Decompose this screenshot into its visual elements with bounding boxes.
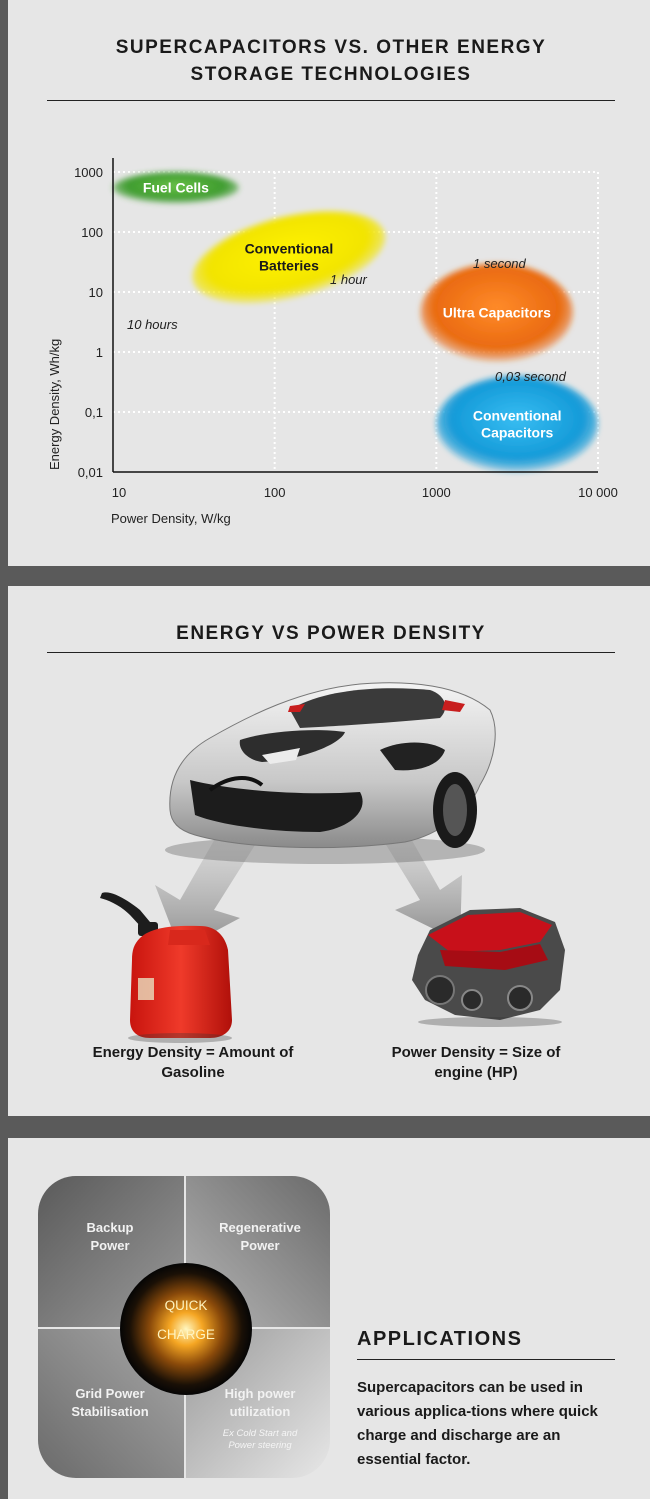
sports-car xyxy=(165,683,495,864)
chart-title: SUPERCAPACITORS VS. OTHER ENERGY STORAGE TECHNOLOGIES xyxy=(115,37,547,85)
energy-power-chart xyxy=(0,0,650,566)
power-density-label: Power Density = Size of engine (HP) xyxy=(391,1044,561,1081)
region-label: Capacitors xyxy=(480,424,554,441)
applications-diagram xyxy=(38,1176,338,1482)
y-tick-label: 0,01 xyxy=(77,465,103,480)
region-label: Ultra Capacitors xyxy=(442,304,551,321)
center-line1: QUICK xyxy=(164,1298,208,1313)
annotation-1-second: 1 second xyxy=(473,256,526,271)
x-axis-label: Power Density, W/kg xyxy=(111,511,231,526)
section2-title: ENERGY VS POWER DENSITY xyxy=(176,623,486,644)
x-tick-label: 10 000 xyxy=(578,485,618,500)
quad-br-line1: High power xyxy=(224,1386,296,1401)
quad-tr-line2: Power xyxy=(240,1238,280,1253)
x-tick-label: 1000 xyxy=(421,485,451,500)
quad-br-line2: utilization xyxy=(229,1404,291,1419)
x-tick-label: 10 xyxy=(111,485,127,500)
region-label: Conventional xyxy=(472,407,562,424)
section2-rule xyxy=(47,652,615,653)
y-tick-label: 100 xyxy=(81,225,103,240)
region-label: Fuel Cells xyxy=(142,179,209,196)
annotation-1-hour: 1 hour xyxy=(330,272,367,287)
y-tick-label: 1000 xyxy=(74,165,103,180)
quad-bl-line1: Grid Power xyxy=(75,1386,145,1401)
y-tick-label: 10 xyxy=(88,285,103,300)
quad-br-note-line2: Power steering xyxy=(228,1440,292,1451)
applications-title: APPLICATIONS xyxy=(357,1328,523,1350)
applications-rule xyxy=(357,1359,615,1360)
x-tick-label: 100 xyxy=(263,485,286,500)
center-line2: CHARGE xyxy=(157,1327,215,1342)
quad-tl-line2: Power xyxy=(90,1238,130,1253)
y-tick-label: 1 xyxy=(95,345,103,360)
annotation-10-hours: 10 hours xyxy=(127,317,178,332)
y-tick-label: 0,1 xyxy=(84,405,103,420)
quad-tl-line1: Backup xyxy=(86,1220,134,1235)
applications-text: Supercapacitors can be used in various applica-tions where quick charge and discharge are an essential factor. xyxy=(357,1379,598,1468)
quad-tr-line1: Regenerative xyxy=(219,1220,301,1235)
y-axis-label: Energy Density, Wh/kg xyxy=(47,338,62,470)
region-label: Conventional xyxy=(244,240,334,257)
annotation-003-second: 0,03 second xyxy=(495,369,566,384)
quad-bl-line2: Stabilisation xyxy=(71,1404,149,1419)
quad-br-note-line1: Ex Cold Start and xyxy=(222,1428,298,1439)
region-label: Batteries xyxy=(258,257,319,274)
energy-density-label: Energy Density = Amount of Gasoline xyxy=(92,1044,294,1081)
